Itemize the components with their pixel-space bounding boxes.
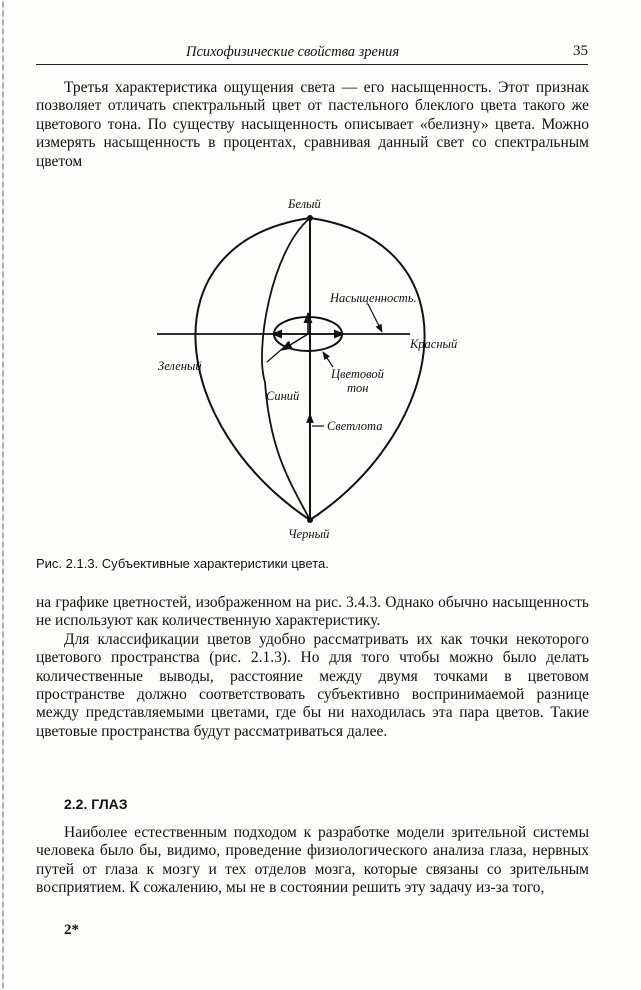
label-hue-line2: тон: [347, 381, 369, 395]
arrow-diag-left: [282, 334, 308, 350]
label-red: Красный: [410, 337, 458, 351]
label-white: Белый: [288, 197, 321, 211]
meridian-curve: [262, 218, 310, 520]
label-black: Черный: [288, 527, 330, 541]
paragraph-text: на графике цветностей, изображенном на рис. 3.4.3. Однако обычно насыщенность не используют как количественную характеристику.: [36, 594, 589, 630]
figure-color-solid: [120, 182, 520, 557]
label-hue-line1: Цветовой: [331, 367, 384, 381]
section-heading: 2.2. ГЛАЗ: [64, 796, 128, 812]
color-space-diagram: [120, 182, 520, 557]
body-paragraph-2: [36, 594, 589, 741]
paragraph-text: Для классификации цветов удобно рассматривать их как точки некоторого цветового пространства (рис. 2.1.3). Но для того чтобы можно было делать количественные выводы, расстояние между двумя точками в цветовом пространстве должно соответствовать субъективно воспринимаемой разнице между представляемыми цветами, где бы ни находилась эта пара цветов. Такие цветовые пространства будут рассматриваться далее.: [36, 630, 589, 740]
label-saturation: Насыщенность.: [330, 291, 417, 305]
running-head: Психофизические свойства зрения: [186, 44, 400, 60]
leader-blue: [267, 342, 290, 362]
label-green: Зеленый: [158, 359, 202, 373]
signature-mark: 2*: [64, 922, 79, 938]
page-edge: [2, 0, 4, 990]
black-point: [307, 517, 313, 523]
page-header: [36, 40, 588, 65]
body-paragraph-4: [36, 824, 589, 898]
label-blue: Синий: [266, 389, 300, 403]
leader-saturation: [368, 304, 382, 332]
body-paragraph-1: [36, 79, 589, 171]
leader-hue: [323, 352, 333, 367]
figure-caption: Рис. 2.1.3. Субъективные характеристики цвета.: [36, 556, 329, 571]
paragraph-text: Третья характеристика ощущения света — его насыщенность. Этот признак позволяет отличать спектральный цвет от пастельного блеклого цвета такого же цветового тона. По существу насыщенность описывает «белизну» цвета. Можно измерять насыщенность в процентах, сравнивая данный свет со спектральным цветом: [36, 79, 589, 170]
label-lightness: Светлота: [327, 419, 383, 433]
white-point: [307, 215, 313, 221]
page-number: 35: [573, 43, 588, 59]
paragraph-text: Наиболее естественным подходом к разработке модели зрительной системы человека было бы, видимо, проведение физиологического анализа глаза, нервных путей от глаза к мозгу и тех отделов мозга, которые связаны со зрительным восприятием. К сожалению, мы не в состоянии решить эту задачу из-за того,: [36, 824, 589, 897]
